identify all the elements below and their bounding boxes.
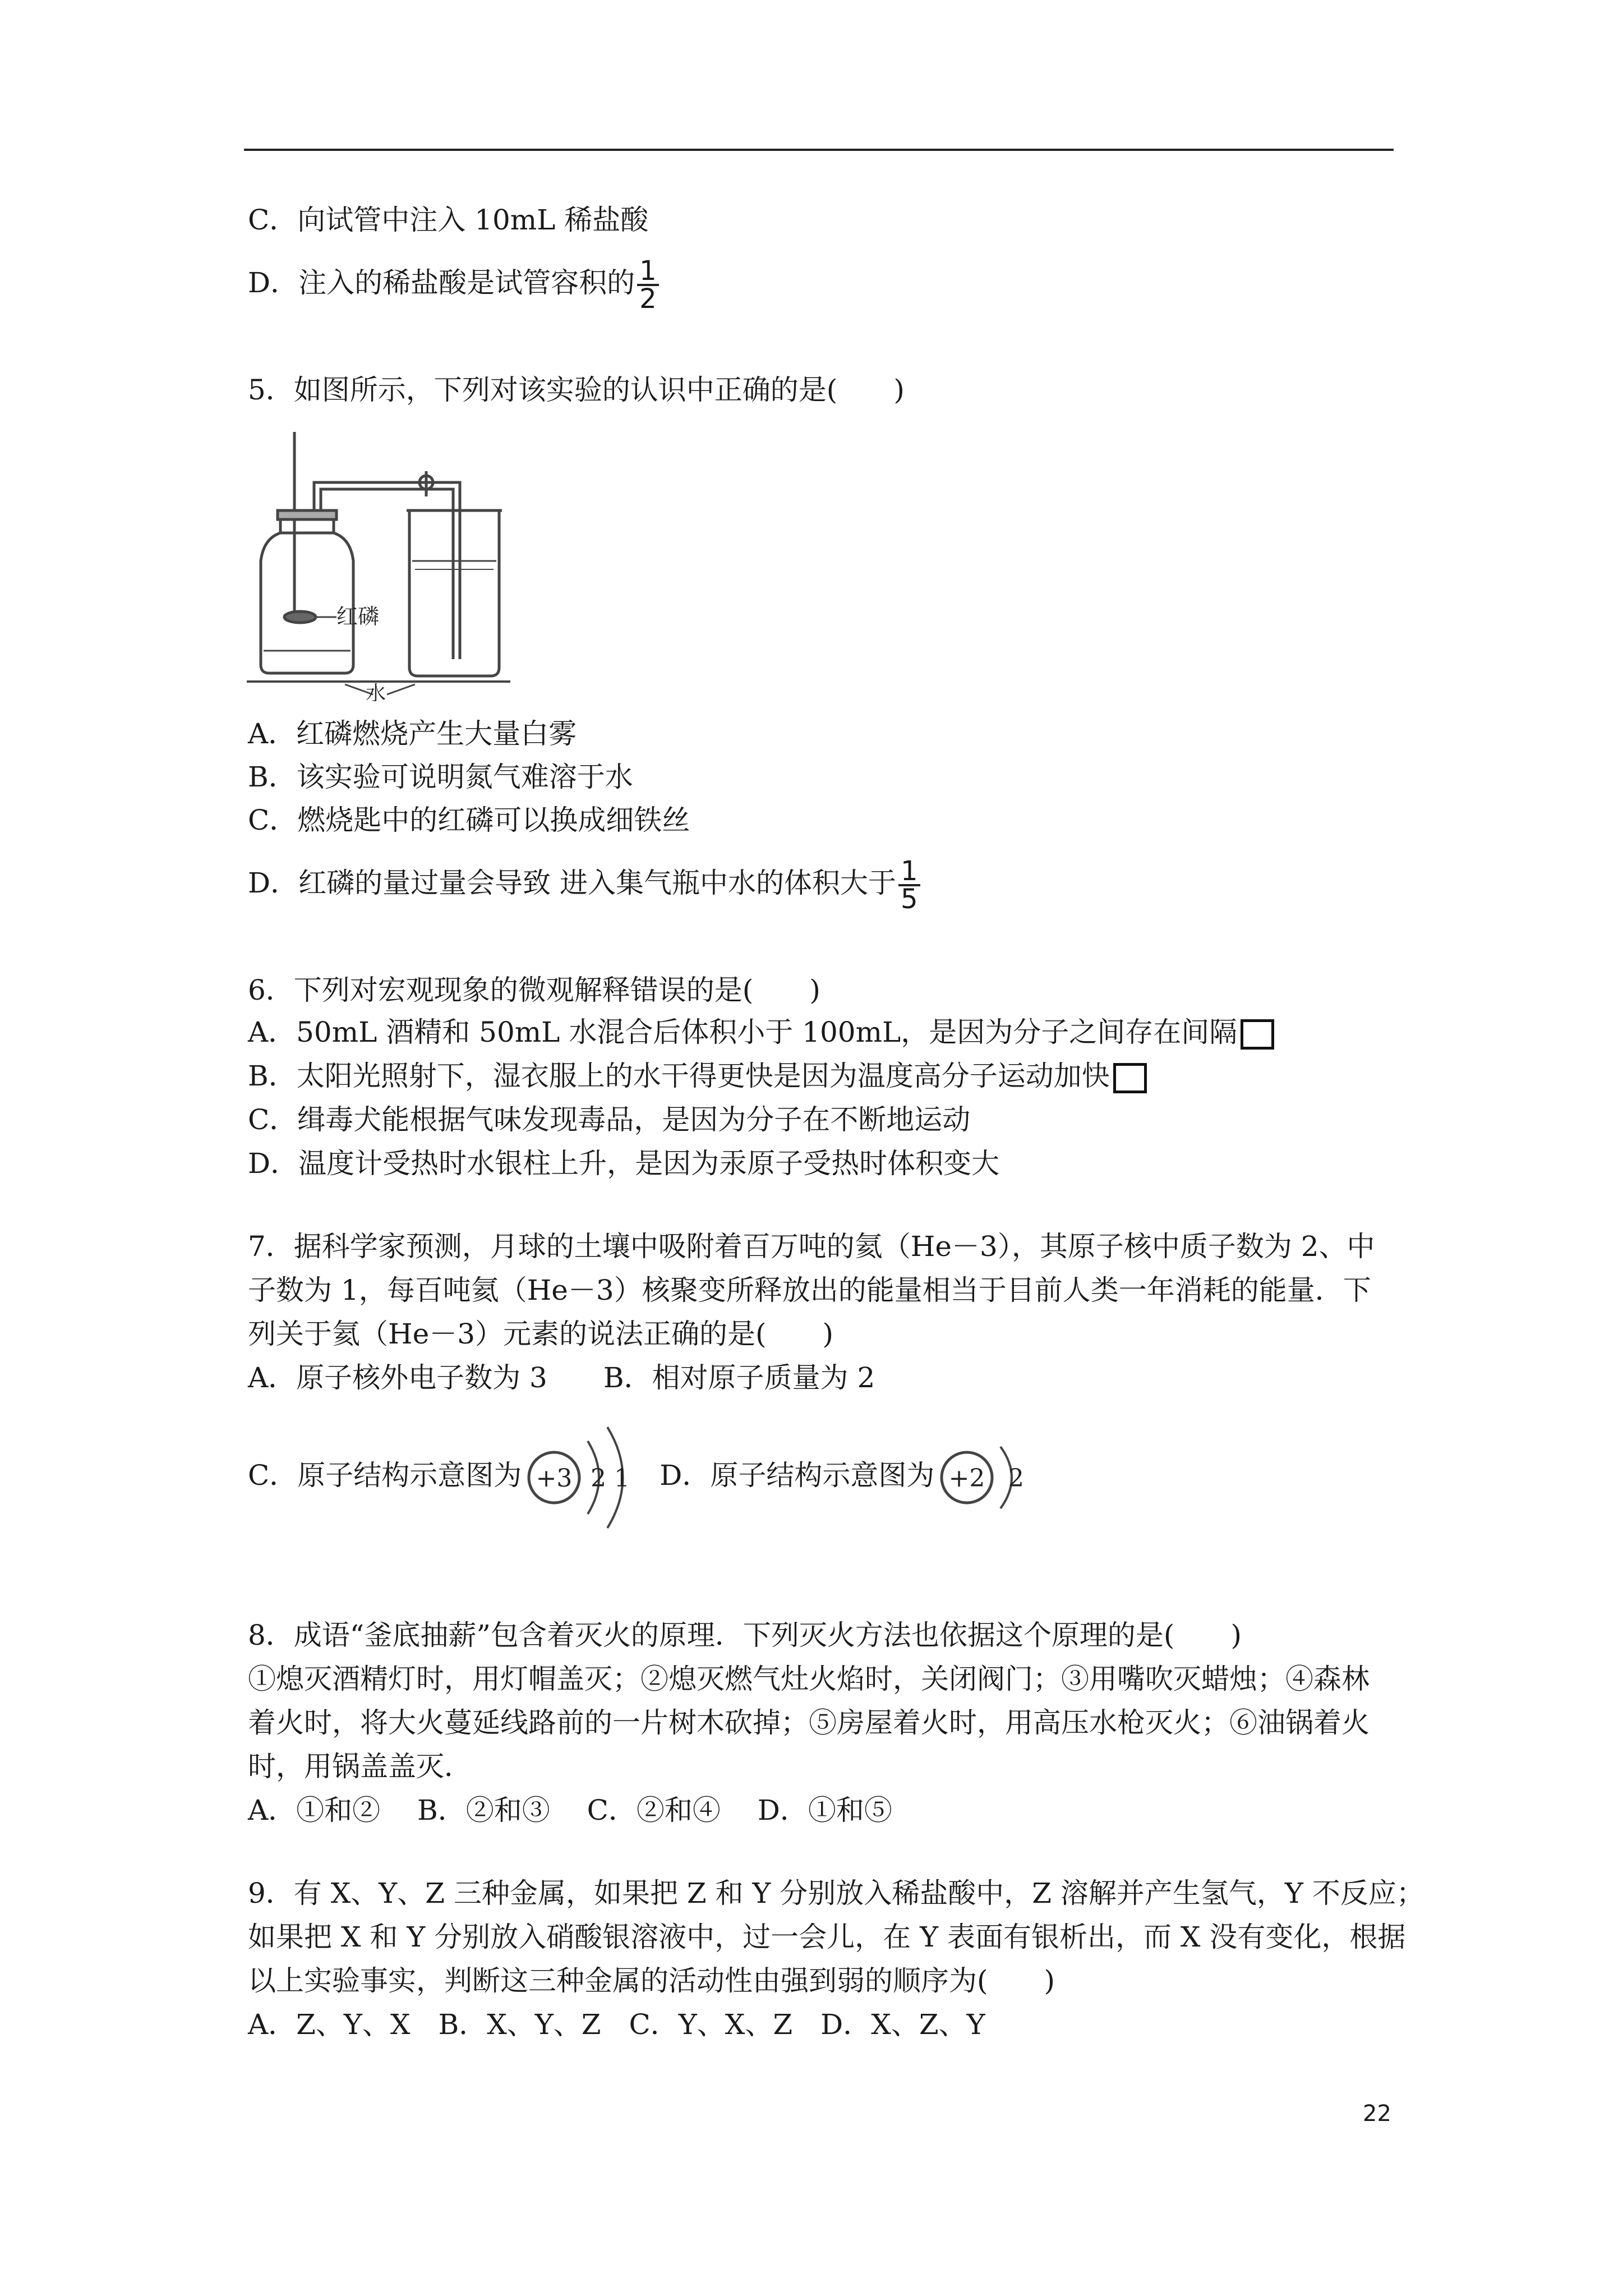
q5-option-a: A．红磷燃烧产生大量白雾 — [248, 717, 577, 750]
q6-option-d: D．温度计受热时水银柱上升，是因为汞原子受热时体积变大 — [248, 1147, 1000, 1180]
fraction-one-half: $\frac{1}{2}$ — [637, 258, 659, 312]
shell-electrons-d: 2 — [1008, 1464, 1025, 1493]
q4-option-d-text: D．注入的稀盐酸是试管容积的 — [248, 266, 635, 299]
q7-stem-line-3: 列关于氦（He－3）元素的说法正确的是( ) — [248, 1318, 834, 1350]
fraction-one-fifth: $\frac{1}{5}$ — [898, 858, 920, 912]
nucleus-label-c: +3 — [536, 1464, 573, 1493]
q8-stem: 8．成语“釜底抽薪”包含着灭火的原理．下列灭火方法也依据这个原理的是( ) — [248, 1619, 1242, 1651]
q8-options: A．①和② B．②和③ C．②和④ D．①和⑤ — [248, 1794, 892, 1826]
q7-option-d-text: D．原子结构示意图为 — [660, 1459, 935, 1492]
q6-option-b — [248, 1059, 1147, 1093]
q9-stem-line-2: 如果把 X 和 Y 分别放入硝酸银溶液中，过一会儿，在 Y 表面有银析出，而 X 没有变化，根据 — [248, 1921, 1406, 1953]
q7-options-cd — [248, 1458, 1033, 1494]
q4-option-c: C．向试管中注入 10mL 稀盐酸 — [248, 204, 649, 236]
q6-option-a-text: A．50mL 酒精和 50mL 水混合后体积小于 100mL，是因为分子之间存在间隔 — [248, 1016, 1238, 1048]
header-rule — [244, 149, 1394, 151]
q7-option-c-text: C．原子结构示意图为 — [248, 1459, 522, 1492]
q9-stem-line-3: 以上实验事实，判断这三种金属的活动性由强到弱的顺序为( ) — [248, 1964, 1055, 1997]
q6-option-b-text: B．太阳光照射下，湿衣服上的水干得更快是因为温度高分子运动加快 — [248, 1060, 1110, 1092]
q5-option-b: B．该实验可说明氮气难溶于水 — [248, 761, 633, 793]
label-red-phosphorus: 红磷 — [336, 604, 380, 629]
q5-apparatus-figure — [247, 426, 729, 701]
q7-stem-line-1: 7．据科学家预测，月球的土壤中吸附着百万吨的氦（He－3），其原子核中质子数为 2、中 — [248, 1230, 1375, 1263]
q5-option-d — [248, 855, 920, 915]
q6-option-c: C．缉毒犬能根据气味发现毒品，是因为分子在不断地运动 — [248, 1103, 971, 1136]
q5-stem: 5．如图所示，下列对该实验的认识中正确的是( ) — [248, 374, 905, 406]
page-number: 22 — [1363, 2101, 1391, 2127]
q9-stem-line-1: 9．有 X、Y、Z 三种金属，如果把 Z 和 Y 分别放入稀盐酸中，Z 溶解并产生氢气，Y 不反应； — [248, 1877, 1424, 1910]
atom-diagram-c — [526, 1421, 655, 1534]
q5-option-d-text: D．红磷的量过量会导致 进入集气瓶中水的体积大于 — [248, 867, 896, 899]
q8-body-line-2: 着火时，将大火蔓延线路前的一片树木砍掉；⑤房屋着火时，用高压水枪灭火；⑥油锅着火 — [248, 1706, 1370, 1739]
q8-body-line-3: 时，用锅盖盖灭． — [248, 1750, 472, 1783]
q7-options-ab: A．原子核外电子数为 3 B．相对原子质量为 2 — [248, 1361, 875, 1394]
q5-option-c: C．燃烧匙中的红磷可以换成细铁丝 — [248, 804, 690, 836]
answer-box — [1113, 1063, 1147, 1093]
q6-option-a — [248, 1015, 1274, 1050]
nucleus-label-d: +2 — [948, 1464, 985, 1493]
answer-box — [1241, 1019, 1274, 1050]
atom-diagram-d — [939, 1421, 1029, 1534]
q7-stem-line-2: 子数为 1，每百吨氦（He－3）核聚变所释放出的能量相当于目前人类一年消耗的能量．下 — [248, 1274, 1371, 1306]
shell-electrons-c: 2 1 — [591, 1464, 630, 1493]
q8-body-line-1: ①熄灭酒精灯时，用灯帽盖灭；②熄灭燃气灶火焰时，关闭阀门；③用嘴吹灭蜡烛；④森林 — [248, 1663, 1370, 1695]
q4-option-d — [248, 255, 659, 315]
label-water: 水 — [366, 682, 386, 701]
q9-options: A．Z、Y、X B．X、Y、Z C．Y、X、Z D．X、Z、Y — [248, 2008, 985, 2041]
q6-stem: 6．下列对宏观现象的微观解释错误的是( ) — [248, 974, 820, 1006]
